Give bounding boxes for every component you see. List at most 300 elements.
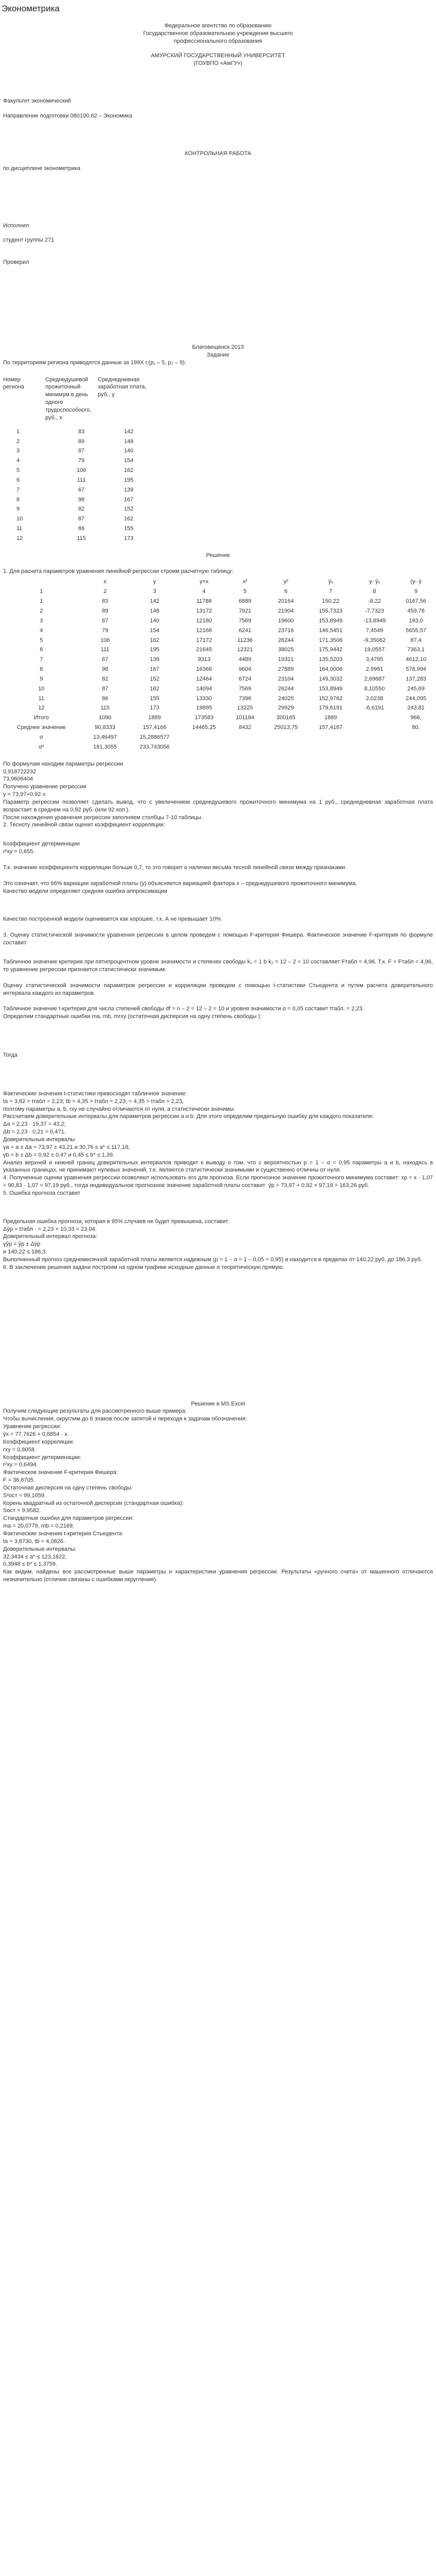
calc-cell: 1889 xyxy=(324,715,337,721)
col-y-description: Среднедневная заработная плата, руб., у xyxy=(98,376,147,398)
calc-cell: 15,2886577 xyxy=(139,734,170,740)
excel-residual-heading: Остаточная дисперсия на одну степень свободы: xyxy=(3,1484,133,1491)
excel-t: ta = 3,8730, tb = 4,0826. xyxy=(3,1538,65,1545)
calc-cell: 4 xyxy=(40,627,43,634)
chart-area-placeholder xyxy=(0,1272,436,1400)
calc-cell: 87,4 xyxy=(410,637,422,643)
calc-cell: 5 xyxy=(243,588,247,595)
calc-cell: 9604 xyxy=(238,666,252,673)
excel-equation: ŷx = 77,7626 + 0,8854 · x. xyxy=(3,1431,69,1437)
excel-determination-heading: Коэффициент детерминации: xyxy=(3,1454,81,1461)
calc-cell: 8 xyxy=(373,588,376,595)
task-cell-x: 87 xyxy=(78,448,85,454)
calc-cell: 154 xyxy=(150,627,160,634)
task-cell-y: 195 xyxy=(124,477,134,483)
calc-data-row xyxy=(0,655,436,665)
calc-data-row xyxy=(0,616,436,626)
correlation-formula-placeholder xyxy=(3,829,436,840)
task-row xyxy=(3,514,152,524)
calc-cell: 2,0238 xyxy=(365,695,383,702)
calc-cell: 106 xyxy=(100,637,110,643)
correlation-interpretation: Т.к. значение коэффициента корреляции больше 0,7, то это говорит о наличии весьма тесной линейной связи между признаками. xyxy=(3,864,347,871)
calc-data-row xyxy=(0,665,436,674)
calc-cell xyxy=(308,742,353,752)
calc-cell: 152,9762 xyxy=(319,695,343,702)
title-block xyxy=(136,22,301,67)
calc-cell xyxy=(353,713,396,723)
calc-table xyxy=(0,577,436,752)
standard-errors-placeholder xyxy=(3,1021,436,1052)
calc-cell: 79 xyxy=(101,627,109,634)
calc-data-row xyxy=(0,674,436,684)
limit-error-intro: Предельная ошибка прогноза, которая в 95% случаев не будет превышена, составит: xyxy=(3,1218,230,1225)
agency-name: Федеральное агентство по образованию xyxy=(164,22,272,29)
excel-intro: Получим следующие результаты для рассмотренного выше примера: xyxy=(3,1408,187,1415)
university-abbr: (ГОУВПО «АмГУ») xyxy=(194,60,242,67)
forecast-interval-range: и 140,22 ≤ 186,3. xyxy=(3,1249,47,1256)
calc-data-row xyxy=(0,626,436,636)
calc-cell: 2 xyxy=(40,608,43,614)
solution-step-6: 6. В заключение решения задачи построим на одном графике исходные данные и теоретическую прямую: xyxy=(3,1264,284,1270)
calc-cell: 12321 xyxy=(237,647,253,653)
calc-cell: 8432 xyxy=(238,724,252,731)
task-cell-number: 10 xyxy=(16,516,23,522)
calc-cell: -6,6191 xyxy=(364,705,385,711)
calc-sigma2-row xyxy=(0,742,436,752)
calc-cell: 21645 xyxy=(196,647,212,653)
calc-cell: 90,8333 xyxy=(95,724,115,731)
calc-cell: 13,46497 xyxy=(93,734,117,740)
calc-cell: 19321 xyxy=(278,656,294,663)
task-table xyxy=(3,375,163,423)
task-cell-number: 9 xyxy=(16,506,20,513)
task-cell-x: 83 xyxy=(78,428,85,435)
calc-cell: σ² xyxy=(39,743,44,750)
excel-heading: Решение в MS Excel xyxy=(191,1400,245,1407)
task-cell-y: 154 xyxy=(124,457,134,464)
calc-cell: 164,0006 xyxy=(319,666,343,673)
city-year: Благовещенск 2013 xyxy=(192,344,244,351)
calc-cell: 3,4795 xyxy=(365,656,383,663)
excel-determination: r²xy = 0,6494. xyxy=(3,1462,38,1468)
calc-header-row xyxy=(0,577,436,587)
task-cell-y: 162 xyxy=(124,467,134,474)
determination-heading: Коэффициент детерминации xyxy=(3,841,80,848)
calc-cell: 3 xyxy=(153,588,156,595)
task-cell-y: 155 xyxy=(124,526,134,532)
t-compare-heading: Фактические значения t-статистики превосходят табличное значение: xyxy=(3,1090,187,1097)
excel-t-heading: Фактические значения t-критерия Стьюдента: xyxy=(3,1530,124,1537)
calc-cell: 135,5203 xyxy=(319,656,343,663)
calc-cell: 1090 xyxy=(98,715,112,721)
excel-se: ma = 20,0779, mb = 0,2169. xyxy=(3,1523,75,1530)
task-cell-y: 148 xyxy=(124,438,134,445)
task-cell-y: 173 xyxy=(124,535,134,541)
calc-cell: 17172 xyxy=(196,637,212,643)
calc-cell: 150,22 xyxy=(322,598,340,605)
calc-cell: 115 xyxy=(100,705,110,711)
calc-cell: -8,22 xyxy=(368,598,381,605)
equation-heading: Получено уравнение регрессии xyxy=(3,784,86,790)
student-test-intro: Оценку статистической значимости параметров регрессии и корреляции проведем с помощью t-статистики Стьюдента и путем расчета доверительного интервала каждого из параметров. xyxy=(3,982,433,996)
calc-cell: 2,69687 xyxy=(364,675,385,682)
calc-cell: 155,7323 xyxy=(319,608,343,614)
calc-cell: (y- ŷ xyxy=(410,579,422,585)
calc-cell: 111 xyxy=(100,647,110,653)
forecast-conclusion: Выполненный прогноз среднемесячной заработной платы является надежным (p = 1 – α = 1 – 0,05 = 0,95) и находится в пределах от 140,22 руб. до 186,3 руб. xyxy=(3,1256,423,1263)
solution-step-3: 3. Оценку статистической значимости уравнения регрессии в целом проведем с помощью F-критерия Фишера. Фактическое значение F-критерия по формуле составит xyxy=(3,932,433,946)
solution-step-5: 5. Ошибка прогноза составит xyxy=(3,1190,81,1196)
calc-cell: 5655,57 xyxy=(406,627,426,634)
solution-step-1: 1. Для расчета параметров уравнения линейной регрессии строим расчетную таблицу: xyxy=(3,568,233,574)
task-cell-number: 11 xyxy=(16,526,23,532)
calc-cell: 12464 xyxy=(196,675,212,682)
calc-cell xyxy=(353,733,396,742)
calc-cell: 146,5451 xyxy=(319,627,343,634)
task-cell-x: 115 xyxy=(77,535,86,541)
calc-cell: 142 xyxy=(150,598,160,605)
calc-cell: 12 xyxy=(38,705,45,711)
fisher-formula-placeholder xyxy=(3,947,436,958)
calc-cell: -7,7323 xyxy=(364,608,385,614)
calc-cell: y xyxy=(153,579,156,585)
t-values-placeholder xyxy=(3,1059,436,1090)
calc-data-row xyxy=(0,606,436,616)
task-row xyxy=(3,534,152,544)
task-row xyxy=(3,504,152,514)
task-cell-x: 79 xyxy=(78,457,85,464)
interval-intro: Рассчитаем доверительные интервалы для параметров регрессии a и b. Для этого определим предельную ошибку для каждого показателя: xyxy=(3,1113,374,1120)
task-cell-number: 7 xyxy=(16,486,20,493)
calc-cell: 16366 xyxy=(196,666,212,673)
calc-data-row xyxy=(0,636,436,646)
task-cell-number: 1 xyxy=(16,428,20,435)
task-cell-y: 162 xyxy=(124,516,134,522)
calc-cell: 26244 xyxy=(278,685,294,692)
solution-step-4: 4. Полученные оценки уравнения регрессии позволяют использовать его для прогноза. Если прогнозное значение прожиточного минимума составит: xp = x · 1,07 = 90,83 · 1,07 = 97,19 руб., тогда индивидуальное прогнозное значение заработной платы составит: ŷp = 73,97 + 0,92 × 97,19 = 163,26 руб. xyxy=(3,1175,433,1189)
params-heading: По формулам находим параметры регрессии xyxy=(3,760,123,767)
calc-data-row xyxy=(0,703,436,713)
calc-cell: 4 xyxy=(202,588,206,595)
direction: Направление подготовки 080100.62 – Экономика xyxy=(3,113,132,119)
calc-cell: -9,35062 xyxy=(363,637,386,643)
excel-correlation: rxy = 0,8058. xyxy=(3,1446,36,1453)
calc-cell: 153,8949 xyxy=(319,617,343,624)
calc-cell: 173583 xyxy=(195,715,214,721)
calc-cell: 167 xyxy=(150,666,160,673)
t-compare-line: ta = 3,82 > tтабл = 2,23; tb = 4,35 > tтабл = 2,23; = 4,35 > tтабл = 2,23, xyxy=(3,1098,184,1105)
calc-cell: 87 xyxy=(101,617,109,624)
calc-cell: 13330 xyxy=(196,695,212,702)
calc-cell: 152 xyxy=(150,675,160,682)
calc-cell: 29929 xyxy=(278,705,294,711)
calc-cell xyxy=(182,742,226,752)
task-cell-x: 89 xyxy=(78,438,85,445)
calc-cell: 179,6191 xyxy=(319,705,343,711)
calc-cell: 4489 xyxy=(238,656,252,663)
calc-cell: 14094 xyxy=(196,685,212,692)
calc-cell: 162 xyxy=(150,637,160,643)
calc-cell: 8,10550 xyxy=(364,685,385,692)
calc-cell: 7569 xyxy=(238,685,252,692)
calc-cell: 6724 xyxy=(238,675,252,682)
ci-b: γb = b ± Δb = 0,92 ± 0,47 и 0,45 ≤ b* ≤ 1,39. xyxy=(3,1151,115,1158)
calc-cell: 3 xyxy=(40,617,43,624)
calc-cell: 578,994 xyxy=(406,666,426,673)
calc-cell xyxy=(308,733,353,742)
task-heading: Задание xyxy=(206,351,230,358)
calc-cell xyxy=(226,733,264,742)
task-row xyxy=(3,476,152,485)
task-cell-x: 87 xyxy=(78,516,85,522)
calc-cell: 2 xyxy=(103,588,107,595)
calc-cell: 137,283 xyxy=(406,675,426,682)
calc-cell: 162 xyxy=(150,685,160,692)
calc-mean-row xyxy=(0,723,436,733)
calc-cell: 140 xyxy=(150,617,160,624)
calc-cell: 139 xyxy=(150,656,160,663)
task-cell-number: 4 xyxy=(16,457,20,464)
excel-correlation-heading: Коэффициент корреляции: xyxy=(3,1438,75,1445)
calc-cell: x² xyxy=(242,579,248,585)
calc-data-row xyxy=(0,645,436,655)
calc-cell: 0167,56 xyxy=(406,598,426,605)
task-cell-x: 106 xyxy=(76,467,86,474)
task-cell-number: 6 xyxy=(16,477,20,483)
calc-cell: 243,81 xyxy=(407,705,425,711)
calc-cell: 101184 xyxy=(235,715,254,721)
calc-cell: 9 xyxy=(40,675,43,682)
calc-cell xyxy=(353,742,396,752)
calc-cell: 20164 xyxy=(278,598,294,605)
param-b: 0,918722232 xyxy=(3,768,37,775)
task-row xyxy=(3,427,152,437)
task-cell-number: 3 xyxy=(16,448,20,454)
calc-cell: 244,095 xyxy=(406,695,426,702)
institution-name: Государственное образовательное учреждение высшего профессионального образования xyxy=(143,30,293,44)
calc-cell: 14465,25 xyxy=(192,724,216,731)
calc-cell: 181,3055 xyxy=(93,743,117,750)
calc-cell: 11786 xyxy=(196,598,212,605)
excel-sd: Sост = 9,9582. xyxy=(3,1507,41,1514)
task-cell-x: 67 xyxy=(78,486,85,493)
calc-cell: 157,4167 xyxy=(319,724,343,731)
calc-cell: y×x xyxy=(199,579,209,585)
calc-cell: 9 xyxy=(414,588,418,595)
calc-cell: ŷₓ xyxy=(328,579,333,585)
calc-cell xyxy=(396,733,436,742)
excel-conclusion: Как видим, найдены все рассмотренные выше параметры и характеристики уравнения регрессии. Результаты «ручного счета» от машинного отличаются незначительно (отличия связаны с ошибками округления). xyxy=(3,1569,433,1583)
calc-cell xyxy=(353,723,396,733)
calc-cell: 11 xyxy=(38,695,45,702)
task-cell-y: 152 xyxy=(124,506,134,513)
excel-equation-heading: Уравнение регрессии: xyxy=(3,1423,61,1430)
calc-cell: 87 xyxy=(101,685,109,692)
calc-cell: 6 xyxy=(40,647,43,653)
forecast-error-placeholder xyxy=(3,1197,436,1218)
calc-cell: 459,78 xyxy=(407,608,425,614)
calc-cell: 7396 xyxy=(238,695,252,702)
university-name: АМУРСКИЙ ГОСУДАРСТВЕННЫЙ УНИВЕРСИТЕТ xyxy=(151,53,285,59)
ci-analysis: Анализ верхней и нижней границ доверительных интервалов приводит к выводу о том, что с вероятностью p = 1 – α = 0,95 параметры a и b, находясь в указанных границах, не принимают нулевых значений, т.е. являются статистически значимыми и существенно отличны от нуля. xyxy=(3,1159,433,1174)
calc-cell: 24025 xyxy=(278,695,294,702)
calc-cell: 13172 xyxy=(196,608,212,614)
excel-fisher-heading: Фактическое значение F-критерия Фишера: xyxy=(3,1469,118,1476)
calc-cell: 38025 xyxy=(278,647,294,653)
task-text: По территориям региона приводятся данные за 199Х г.(p₁ – 5, p₂ – 9): xyxy=(3,359,186,366)
calc-cell: 300165 xyxy=(276,715,295,721)
calc-cell: 173 xyxy=(150,705,160,711)
calc-cell: 155 xyxy=(150,695,160,702)
calc-cell: 86 xyxy=(101,695,109,702)
forecast-interval: γŷp = ŷp ± Δŷp xyxy=(3,1241,41,1248)
task-cell-y: 142 xyxy=(124,428,134,435)
regression-equation: у = 73,97+0,92·х xyxy=(3,791,46,798)
param-interpretation: Параметр регрессии позволяет сделать вывод, что с увеличением среднедушевого прожиточного минимума на 1 руб., среднедневная заработная плата возрастает в среднем на 0,92 руб. (или 92 коп.). xyxy=(3,799,433,813)
calc-cell: 8 xyxy=(40,666,43,673)
t-values-heading: Тогда xyxy=(3,1052,18,1059)
col-x-description: Среднедушевой прожиточный минимум в день одного трудоспособного, руб., х xyxy=(45,376,92,421)
task-cell-x: 111 xyxy=(77,477,86,483)
calc-cell: y- ŷₓ xyxy=(369,579,380,585)
calc-cell: 6889 xyxy=(238,598,252,605)
calc-cell: 7 xyxy=(40,656,43,663)
calc-index-row xyxy=(0,587,436,597)
param-a: 73,9606404 xyxy=(3,776,33,783)
calc-cell: Итого xyxy=(33,715,49,721)
task-cell-number: 5 xyxy=(16,467,20,474)
calc-cell: 233,743056 xyxy=(139,743,170,750)
excel-fisher: F = 36,6705. xyxy=(3,1477,36,1484)
table-fill-note: После нахождения уравнения регрессии заполняем столбцы 7-10 таблицы. xyxy=(3,814,203,821)
excel-sd-heading: Корень квадратный из остаточной дисперсии (стандартная ошибка): xyxy=(3,1500,184,1506)
calc-cell: 80, xyxy=(412,724,420,731)
calc-cell: 89 xyxy=(101,608,109,614)
calc-cell xyxy=(264,742,308,752)
excel-ci-heading: Доверительные интервалы: xyxy=(3,1546,77,1552)
interval-heading: Доверительные интервалы xyxy=(3,1136,75,1143)
task-cell-x: 82 xyxy=(78,506,85,513)
calc-cell: 2,9991 xyxy=(365,666,383,673)
calc-cell: 25013,75 xyxy=(274,724,298,731)
fisher-table-value: Табличное значение критерия при пятипроцентном уровне значимости и степенях свободы k₁ = 1 b k₂ = 12 – 2 = 10 составляет Fтабл = 4,96. Т.к. F = Fтабл = 4,96, то уравнение регрессии признается статистически значимым. xyxy=(3,959,433,973)
calc-cell: 19,0557 xyxy=(364,647,385,653)
calc-cell: 171,3506 xyxy=(319,637,343,643)
student-group: студент группы 271 xyxy=(3,237,55,244)
calc-cell: 19600 xyxy=(278,617,294,624)
forecast-interval-intro: Доверительный интервал прогноза: xyxy=(3,1233,97,1240)
task-cell-x: 86 xyxy=(78,526,85,532)
task-cell-number: 2 xyxy=(16,438,20,445)
student-critical-value: Табличное значение t-критерия для числа степеней свободы df = n – 2 = 12 – 2 = 10 и уровня значимости α = 0,05 составит tтабл. = 2,23. xyxy=(3,1006,364,1012)
calc-cell: 98 xyxy=(101,666,109,673)
calc-cell: 67 xyxy=(101,656,109,663)
limit-error-value: Δŷp = tтабл · = 2,23 × 10,33 = 23,04. xyxy=(3,1226,97,1232)
checked-label: Проверил xyxy=(3,259,29,266)
calc-cell: 4612,10 xyxy=(406,656,426,663)
approximation-formula-placeholder xyxy=(3,895,436,916)
calc-cell: 11236 xyxy=(237,637,253,643)
task-row xyxy=(3,437,152,447)
calc-cell: 193,0 xyxy=(409,617,423,624)
calc-cell: Среднее значение xyxy=(16,724,66,731)
excel-ci-a: 32,3434 ≤ a* ≤ 123,1822, xyxy=(3,1553,67,1560)
calc-cell: 1889 xyxy=(148,715,161,721)
calc-cell: 1 xyxy=(40,598,43,605)
task-row xyxy=(3,495,152,505)
calc-cell: 23104 xyxy=(278,675,294,682)
solution-heading: Решение xyxy=(206,552,230,558)
col-region-number: Номер региона xyxy=(3,376,24,391)
calc-cell: 10 xyxy=(38,685,45,692)
calc-cell xyxy=(226,742,264,752)
task-cell-y: 140 xyxy=(124,448,134,454)
calc-cell: 195 xyxy=(150,647,160,653)
params-significance: поэтому параметры a, b, rxy не случайно отличаются от нуля, а статистически значимы. xyxy=(3,1106,235,1112)
calc-sigma-row xyxy=(0,733,436,742)
calc-cell: 9313 xyxy=(198,656,211,663)
calc-cell: 7921 xyxy=(238,608,252,614)
calc-cell: 966, xyxy=(410,715,422,721)
calc-cell: 82 xyxy=(101,675,109,682)
task-cell-x: 98 xyxy=(78,496,85,503)
calc-cell: 157,4166 xyxy=(143,724,167,731)
calc-cell: y² xyxy=(283,579,288,585)
calc-cell: 148 xyxy=(150,608,160,614)
calc-cell: 149,3032 xyxy=(319,675,343,682)
task-cell-number: 12 xyxy=(16,535,23,541)
task-row xyxy=(3,456,152,466)
calc-cell: 6241 xyxy=(238,627,252,634)
calc-cell: 23716 xyxy=(278,627,294,634)
calc-cell: σ xyxy=(39,734,43,740)
determination-value: r²xy = 0,655. xyxy=(3,849,35,855)
excel-rounding-note: Чтобы вычисления, округлим до 6 знаков после запятой и переходя к задачам обозначения: xyxy=(3,1416,247,1422)
document-page xyxy=(0,3,436,2576)
executor-label: Исполнил xyxy=(3,222,29,229)
solution-step-2: 2. Тесноту линейной связи оценит коэффициент корреляции: xyxy=(3,822,165,828)
task-row xyxy=(3,485,152,495)
calc-cell xyxy=(182,733,226,742)
task-row xyxy=(3,524,152,534)
calc-cell: 5 xyxy=(40,637,43,643)
model-quality: Качество построенной модели оценивается как хорошее, т.к. А не превышает 10%. xyxy=(3,916,223,923)
page-title: Эконометрика xyxy=(2,4,60,13)
calc-cell: 19895 xyxy=(196,705,212,711)
calc-cell: 12180 xyxy=(196,617,212,624)
task-row xyxy=(3,446,152,456)
calc-cell: 27889 xyxy=(278,666,294,673)
calc-data-row xyxy=(0,694,436,704)
task-table-header xyxy=(3,375,163,423)
calc-total-row xyxy=(0,713,436,723)
calc-cell: 13225 xyxy=(237,705,253,711)
calc-data-row xyxy=(0,597,436,606)
calc-cell xyxy=(264,733,308,742)
calc-cell: 6 xyxy=(284,588,288,595)
delta-b: Δb = 2,23 · 0,21 = 0,471. xyxy=(3,1129,66,1136)
delta-a: Δa = 2,23 · 19,37 = 43,2; xyxy=(3,1121,66,1128)
subject: по дисциплине эконометрика xyxy=(3,165,81,172)
calc-cell xyxy=(396,742,436,752)
calc-cell: x xyxy=(103,579,107,585)
calc-data-row xyxy=(0,684,436,694)
excel-residual: S²ост = 99,1659. xyxy=(3,1492,46,1499)
calc-cell: 7 xyxy=(329,588,333,595)
task-cell-y: 139 xyxy=(124,486,134,493)
task-cell-y: 167 xyxy=(124,496,134,503)
standard-errors-intro: Определим стандартные ошибки ma, mb, mrxy (остаточная дисперсия на одну степень свободы ): xyxy=(3,1013,262,1020)
